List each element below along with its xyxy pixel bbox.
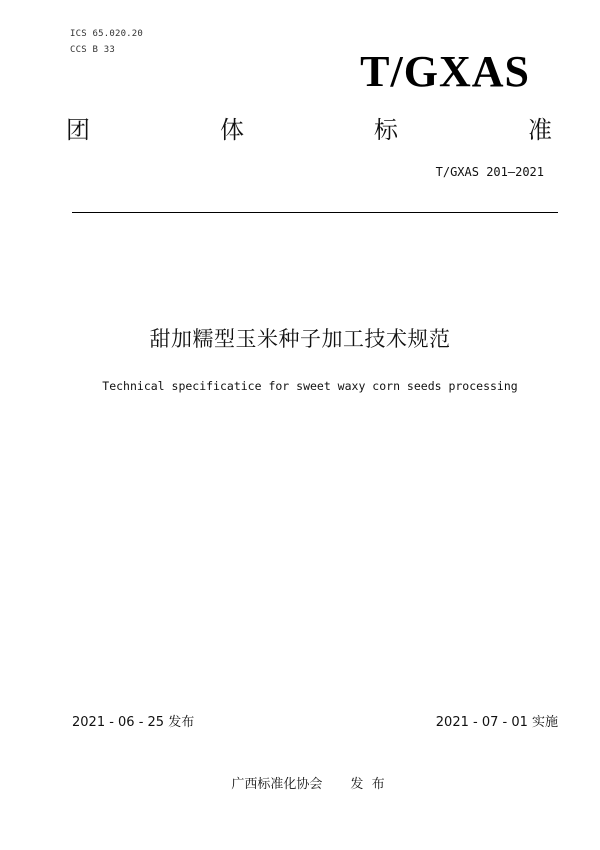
publisher-line xyxy=(0,776,600,794)
publish-action: 发 布 xyxy=(350,777,385,792)
document-type-char: 准 xyxy=(528,116,552,144)
document-title-english: Technical specificatice for sweet waxy corn seeds processing xyxy=(102,379,518,393)
document-type-heading xyxy=(66,114,552,146)
document-type-char: 体 xyxy=(220,116,244,144)
document-title-chinese: 甜加糯型玉米种子加工技术规范 xyxy=(149,327,451,351)
publisher-name: 广西标准化协会 xyxy=(231,777,323,792)
ics-code: ICS 65.020.20 xyxy=(70,29,144,39)
ccs-code: CCS B 33 xyxy=(70,45,115,55)
document-type-char: 团 xyxy=(66,116,90,144)
implementation-date: 2021 - 07 - 01 实施 xyxy=(435,715,558,730)
standard-number: T/GXAS 201—2021 xyxy=(435,165,544,179)
standard-brand-logo: T/GXAS xyxy=(360,47,530,96)
issue-date: 2021 - 06 - 25 发布 xyxy=(72,715,195,730)
header-divider xyxy=(72,212,558,213)
document-type-char: 标 xyxy=(374,116,398,144)
